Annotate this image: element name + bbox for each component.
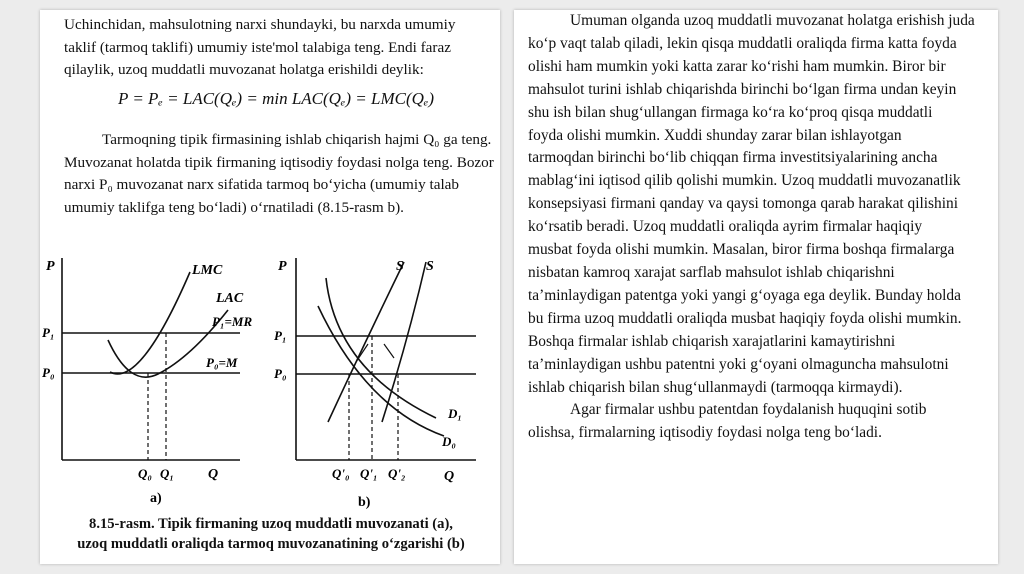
p1-label: P₁	[42, 325, 55, 340]
text-line: olishi ham mumkin yoki katta zarar ko‘rishi ham mumkin. Biror bir	[528, 57, 946, 75]
q0-label: Q₀	[138, 466, 152, 481]
text-line: konsepsiyasi firmani qanday va qaysi tomonga qarab harakat qilishini	[528, 195, 958, 213]
text-line: Boshqa firmalar ishlab chiqarish xarajatlarini kamaytirishni	[528, 332, 896, 350]
supply-s2-curve	[382, 262, 426, 422]
demand-d0-curve	[318, 306, 444, 436]
subfigure-a-label: a)	[150, 491, 162, 506]
lmc-label: LMC	[192, 263, 223, 278]
equilibrium-formula: P = Pₑ = LAC(Qₑ) = min LAC(Qₑ) = LMC(Qₑ)	[118, 89, 435, 108]
text-line: Umuman olganda uzoq muddatli muvozanat holatga erishish juda	[570, 12, 975, 29]
lmc-curve	[110, 272, 190, 374]
text-line: ko‘p vaqt talab qiladi, lekin qisqa muddatli oraliqda firma katta foyda	[528, 34, 957, 52]
text-line: mablag‘ini iqtisod qilib qolishi mumkin. Uzoq muddatli muvozanatlik	[528, 172, 961, 190]
text-line: Agar firmalar ushbu patentdan foydalanish huquqini sotib	[570, 401, 927, 419]
supply-s1-curve	[328, 262, 404, 422]
text-line: ta’minlaydigan ushbu patentni yoki g‘oyani olmaguncha mahsulotni	[528, 355, 949, 373]
left-page	[40, 10, 500, 564]
p1-mr-label: P₁=MR	[212, 314, 253, 329]
axis-x-label: Q	[444, 469, 455, 484]
d1-label: D₁	[448, 406, 462, 421]
text-line: narxi P₀ muvozanat narx sifatida tarmoq bo‘yicha (umumiy talab	[64, 176, 459, 194]
text-line: nisbatan kamroq xarajat sarflab mahsulot ishlab chiqarishni	[528, 263, 895, 281]
p0-label: P₀	[274, 366, 287, 381]
text-line: foyda olishi mumkin. Xuddi shunday zarar bilan ishlayotgan	[528, 126, 902, 144]
text-line: musbat foyda olishi mumkin. Masalan, biror firma boshqa firmalarga	[528, 241, 955, 259]
text-line: tarmoqdan birinchi bo‘lib chiqqan firma investitsiyalarining ancha	[528, 149, 938, 167]
text-line: ko‘rsatib beradi. Uzoq muddatli oraliqda ayrim firmalar haqiqiy	[528, 218, 923, 236]
axis-y-label: P	[46, 259, 55, 274]
text-line: mahsulot turini ishlab chiqarishda birinchi bo‘lgan firma undan keyin	[528, 80, 957, 98]
figure-a-firm-equilibrium	[40, 240, 270, 512]
text-line: olishsa, firmalarning iqtisodiy foydasi nolga teng bo‘ladi.	[528, 424, 882, 442]
subfigure-b-label: b)	[358, 495, 371, 510]
text-line: umumiy taklifga teng bo‘ladi) o‘rnatiladi (8.15-rasm b).	[64, 198, 404, 216]
p0-label: P₀	[42, 365, 55, 380]
caption-line: uzoq muddatli oraliqda tarmoq muvozanatining o‘zgarishi (b)	[77, 536, 465, 552]
text-line: shu ish bilan shug‘ullangan firmaga ko‘ra ko‘proq qisqa muddatli	[528, 103, 933, 121]
right-page	[514, 10, 998, 564]
paragraph-intro	[64, 14, 480, 82]
lac-label: LAC	[216, 291, 244, 306]
text-line: Uchinchidan, mahsulotning narxi shundayki, bu narxda umumiy	[64, 16, 456, 33]
paragraph-long-run	[528, 10, 986, 445]
paragraph-typical-firm	[64, 129, 494, 219]
text-line: Tarmoqning tipik firmasining ishlab chiqarish hajmi Q₀ ga teng.	[102, 131, 492, 148]
figure-caption	[46, 514, 496, 554]
p1-label: P₁	[274, 328, 287, 343]
figure-b-industry-equilibrium	[266, 240, 496, 512]
text-line: bu firma uzoq muddatli oraliqda musbat haqiqiy foyda olishi mumkin.	[528, 309, 962, 327]
axis-y-label: P	[278, 259, 287, 274]
q2-label: Q'₂	[388, 466, 406, 481]
q1-label: Q'₁	[360, 466, 378, 481]
p0-m-label: P₀=M	[206, 355, 238, 370]
arrow-up	[356, 344, 368, 362]
supply-s1-label: S	[396, 259, 404, 274]
axis-x-label: Q	[208, 467, 219, 482]
text-line: taklif (tarmoq taklifi) umumiy iste'mol talabiga teng. Endi faraz	[64, 38, 451, 56]
text-line: ta’minlaydigan patentga yoki yangi g‘oyaga ega deylik. Bunday holda	[528, 286, 961, 304]
q0-label: Q'₀	[332, 466, 350, 481]
caption-line: 8.15-rasm. Tipik firmaning uzoq muddatli muvozanati (a),	[89, 516, 453, 532]
text-line: qilaylik, uzoq muddatli muvozanat holatga erishildi deylik:	[64, 61, 424, 79]
text-line: Muvozanat holatda tipik firmaning iqtisodiy foydasi nolga teng. Bozor	[64, 153, 494, 171]
arrow-down	[384, 344, 394, 358]
text-line: ishlab chiqarish bilan shug‘ullanmaydi (tarmoqqa kirmaydi).	[528, 378, 903, 396]
q1-label: Q₁	[160, 466, 174, 481]
d0-label: D₀	[442, 434, 456, 449]
supply-s2-label: S	[426, 259, 434, 274]
